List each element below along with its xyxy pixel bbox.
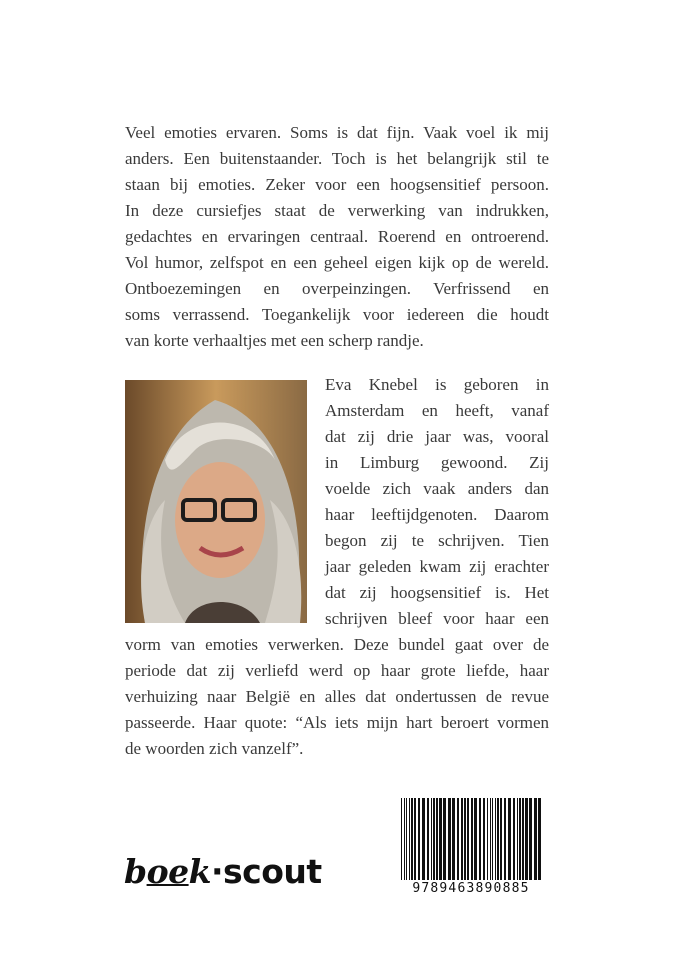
text-line: schrijven bleef voor haar een <box>325 609 549 628</box>
barcode-bar <box>452 798 455 880</box>
barcode-bar <box>418 798 420 880</box>
barcode-bar <box>517 798 518 880</box>
text-line: soms verrassend. Toegankelijk voor iedereen die houdt <box>125 305 549 324</box>
logo-text: scout <box>223 852 322 891</box>
barcode-bar <box>490 798 491 880</box>
text-line: vorm van emoties verwerken. Deze bundel gaat over de <box>125 635 549 654</box>
text-line: Ontboezemingen en overpeinzingen. Verfrissend en <box>125 279 549 298</box>
barcode-bar <box>487 798 488 880</box>
barcode-bar <box>492 798 493 880</box>
barcode-bar <box>422 798 425 880</box>
text-line: de woorden zich vanzelf”. <box>125 739 304 758</box>
barcode-bar <box>495 798 496 880</box>
publisher-logo <box>124 852 322 891</box>
text-line: verhuizing naar België en alles dat ondertussen de revue <box>125 687 549 706</box>
barcode-bar <box>500 798 502 880</box>
text-line: Vol humor, zelfspot en een geheel eigen kijk op de wereld. <box>125 253 549 272</box>
barcode-bar <box>525 798 528 880</box>
isbn-number: 9789463890885 <box>393 880 549 898</box>
barcode-bar <box>529 798 532 880</box>
text-line: passeerde. Haar quote: “Als iets mijn hart beroert vormen <box>125 713 549 732</box>
barcode-bar <box>457 798 459 880</box>
logo-text: k <box>188 852 211 891</box>
text-line: van korte verhaaltjes met een scherp randje. <box>125 331 424 350</box>
barcode-bar <box>504 798 506 880</box>
barcode-bar <box>409 798 410 880</box>
barcode-bar <box>513 798 515 880</box>
barcode-bar <box>534 798 537 880</box>
back-cover-blurb <box>125 120 549 354</box>
text-line: in Limburg gewoond. Zij <box>325 453 549 472</box>
barcode-bar <box>439 798 442 880</box>
text-line: staan bij emoties. Zeker voor een hoogsensitief persoon. <box>125 175 549 194</box>
author-bio-side <box>325 372 549 632</box>
barcode-bar <box>433 798 435 880</box>
barcode-bar <box>467 798 469 880</box>
barcode-bar <box>427 798 429 880</box>
barcode-bar <box>483 798 485 880</box>
barcode-bar <box>497 798 499 880</box>
text-line: gedachtes en ervaringen centraal. Roerend en ontroerend. <box>125 227 549 246</box>
text-line: jaar geleden kwam zij erachter <box>325 557 549 576</box>
barcode-bar <box>443 798 446 880</box>
text-line: Veel emoties ervaren. Soms is dat fijn. Vaak voel ik mij <box>125 123 549 142</box>
barcode-bar <box>461 798 463 880</box>
text-line: Amsterdam en heeft, vanaf <box>325 401 549 420</box>
barcode-bar <box>436 798 438 880</box>
barcode-bar <box>411 798 413 880</box>
barcode-bar <box>479 798 481 880</box>
barcode-bar <box>448 798 451 880</box>
barcode-bar <box>406 798 407 880</box>
text-line: In deze cursiefjes staat de verwerking van indrukken, <box>125 201 549 220</box>
text-line: dat zij drie jaar was, vooral <box>325 427 549 446</box>
barcode-bar <box>519 798 521 880</box>
text-line: Eva Knebel is geboren in <box>325 375 549 394</box>
author-photo <box>125 380 307 623</box>
barcode-bar <box>414 798 416 880</box>
logo-text: b <box>124 852 147 891</box>
text-line: begon zij te schrijven. Tien <box>325 531 549 550</box>
author-bio-full <box>125 632 549 762</box>
text-line: haar leeftijdgenoten. Daarom <box>325 505 549 524</box>
text-line: anders. Een buitenstaander. Toch is het belangrijk stil te <box>125 149 549 168</box>
barcode-bar <box>431 798 432 880</box>
logo-dot: · <box>210 852 224 891</box>
barcode-bar <box>522 798 524 880</box>
text-line: voelde zich vaak anders dan <box>325 479 549 498</box>
barcode-bar <box>508 798 511 880</box>
logo-text: oe <box>146 852 189 891</box>
barcode-bar <box>464 798 466 880</box>
text-line: dat zij hoogsensitief is. Het <box>325 583 549 602</box>
text-line: periode dat zij verliefd werd op haar grote liefde, haar <box>125 661 549 680</box>
